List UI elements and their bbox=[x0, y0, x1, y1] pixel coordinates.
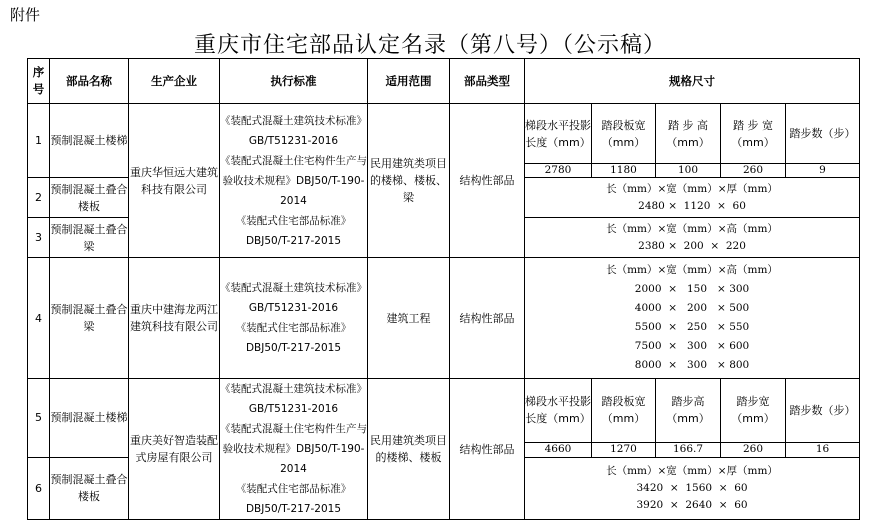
name-cell: 预制混凝土楼梯 bbox=[50, 104, 129, 178]
standard-line: 《装配式住宅部品标准》DBJ50/T-217-2015 bbox=[235, 483, 352, 515]
seq-cell: 5 bbox=[28, 379, 50, 458]
header-spec: 规格尺寸 bbox=[525, 59, 860, 104]
standard-line: 《装配式混凝土建筑技术标准》GB/T51231-2016 bbox=[220, 383, 367, 415]
dims-value: 7500 × 300 × 600 bbox=[634, 340, 750, 352]
dims-value: 8000 × 300 × 800 bbox=[634, 359, 750, 371]
stairs-value-cell: 2780 bbox=[525, 164, 592, 178]
stairs-value-cell: 166.7 bbox=[656, 442, 721, 457]
name-cell: 预制混凝土叠合楼板 bbox=[50, 457, 129, 519]
dims-value: 3920 × 2640 × 60 bbox=[636, 498, 748, 511]
stairs-header-cell: 踏 步 高（mm） bbox=[656, 104, 721, 164]
stairs-header-cell: 踏段板宽（mm） bbox=[592, 104, 656, 164]
header-standard: 执行标准 bbox=[220, 59, 368, 104]
dims-value: 4000 × 200 × 500 bbox=[634, 302, 750, 314]
seq-cell: 2 bbox=[28, 178, 50, 218]
table-row bbox=[28, 104, 860, 164]
dims-label: 长（mm）×宽（mm）×高（mm） bbox=[606, 222, 778, 235]
name-cell: 预制混凝土叠合楼板 bbox=[50, 178, 129, 218]
table-row bbox=[28, 379, 860, 443]
stairs-value-cell: 16 bbox=[786, 442, 860, 457]
standard-line: 《装配式混凝土建筑技术标准》GB/T51231-2016 bbox=[220, 282, 367, 314]
type-cell: 结构性部品 bbox=[450, 104, 525, 258]
seq-cell: 1 bbox=[28, 104, 50, 178]
stairs-header-cell: 踏 步 宽（mm） bbox=[721, 104, 786, 164]
dims-value: 2380 × 200 × 220 bbox=[638, 239, 746, 252]
header-row bbox=[28, 59, 860, 104]
dims-cell bbox=[525, 258, 860, 379]
table-row bbox=[28, 258, 860, 379]
name-cell: 预制混凝土楼梯 bbox=[50, 379, 129, 458]
company-cell: 重庆华恒远大建筑科技有限公司 bbox=[129, 104, 220, 258]
type-cell: 结构性部品 bbox=[450, 258, 525, 379]
company-cell: 重庆中建海龙两江建筑科技有限公司 bbox=[129, 258, 220, 379]
dims-value: 2480 × 1120 × 60 bbox=[638, 199, 746, 212]
header-company: 生产企业 bbox=[129, 59, 220, 104]
attachment-label: 附件 bbox=[10, 6, 41, 24]
stairs-header-cell: 踏步高（mm） bbox=[656, 379, 721, 443]
stairs-value-cell: 260 bbox=[721, 164, 786, 178]
stairs-header-cell: 踏步数（步） bbox=[786, 379, 860, 443]
standard-line: 《装配式混凝土建筑技术标准》GB/T51231-2016 bbox=[220, 114, 367, 147]
catalog-table bbox=[27, 58, 860, 520]
scope-cell: 民用建筑类项目的楼梯、楼板、梁 bbox=[368, 104, 450, 258]
standard-line: 《装配式住宅部品标准》DBJ50/T-217-2015 bbox=[235, 214, 352, 247]
dims-value: 5500 × 250 × 550 bbox=[634, 321, 750, 333]
dims-cell bbox=[525, 178, 860, 218]
scope-cell: 建筑工程 bbox=[368, 258, 450, 379]
name-cell: 预制混凝土叠合梁 bbox=[50, 258, 129, 379]
header-seq: 序号 bbox=[28, 59, 50, 104]
stairs-value-cell: 1180 bbox=[592, 164, 656, 178]
stairs-value-cell: 9 bbox=[786, 164, 860, 178]
stairs-header-cell: 踏步宽（mm） bbox=[721, 379, 786, 443]
dims-label: 长（mm）×宽（mm）×厚（mm） bbox=[606, 182, 778, 195]
standard-line: 《装配式混凝土住宅构件生产与验收技术规程》DBJ50/T-190-2014 bbox=[220, 154, 367, 207]
header-scope: 适用范围 bbox=[368, 59, 450, 104]
standard-cell bbox=[220, 104, 368, 258]
dims-value: 2000 × 150 × 300 bbox=[634, 283, 750, 295]
page-title: 重庆市住宅部品认定名录（第八号）（公示稿） bbox=[193, 33, 666, 58]
header-name: 部品名称 bbox=[50, 59, 129, 104]
header-type: 部品类型 bbox=[450, 59, 525, 104]
stairs-value-cell: 100 bbox=[656, 164, 721, 178]
dims-cell bbox=[525, 457, 860, 519]
seq-cell: 3 bbox=[28, 218, 50, 258]
dims-value: 3420 × 1560 × 60 bbox=[636, 481, 748, 494]
standard-line: 《装配式住宅部品标准》DBJ50/T-217-2015 bbox=[235, 322, 352, 354]
seq-cell: 4 bbox=[28, 258, 50, 379]
stairs-header-cell: 踏步数（步） bbox=[786, 104, 860, 164]
dims-cell bbox=[525, 218, 860, 258]
standard-line: 《装配式混凝土住宅构件生产与验收技术规程》DBJ50/T-190-2014 bbox=[220, 423, 367, 475]
stairs-value-cell: 4660 bbox=[525, 442, 592, 457]
stairs-header-cell: 梯段水平投影长度（mm） bbox=[525, 104, 592, 164]
name-cell: 预制混凝土叠合梁 bbox=[50, 218, 129, 258]
type-cell: 结构性部品 bbox=[450, 379, 525, 520]
standard-cell bbox=[220, 258, 368, 379]
stairs-header-cell: 踏段板宽（mm） bbox=[592, 379, 656, 443]
company-cell: 重庆美好智造装配式房屋有限公司 bbox=[129, 379, 220, 520]
scope-cell: 民用建筑类项目的楼梯、楼板 bbox=[368, 379, 450, 520]
seq-cell: 6 bbox=[28, 457, 50, 519]
stairs-value-cell: 1270 bbox=[592, 442, 656, 457]
stairs-value-cell: 260 bbox=[721, 442, 786, 457]
dims-label: 长（mm）×宽（mm）×厚（mm） bbox=[606, 464, 778, 477]
standard-cell bbox=[220, 379, 368, 520]
stairs-header-cell: 梯段水平投影长度（mm） bbox=[525, 379, 592, 443]
dims-label: 长（mm）×宽（mm）×高（mm） bbox=[606, 264, 778, 276]
